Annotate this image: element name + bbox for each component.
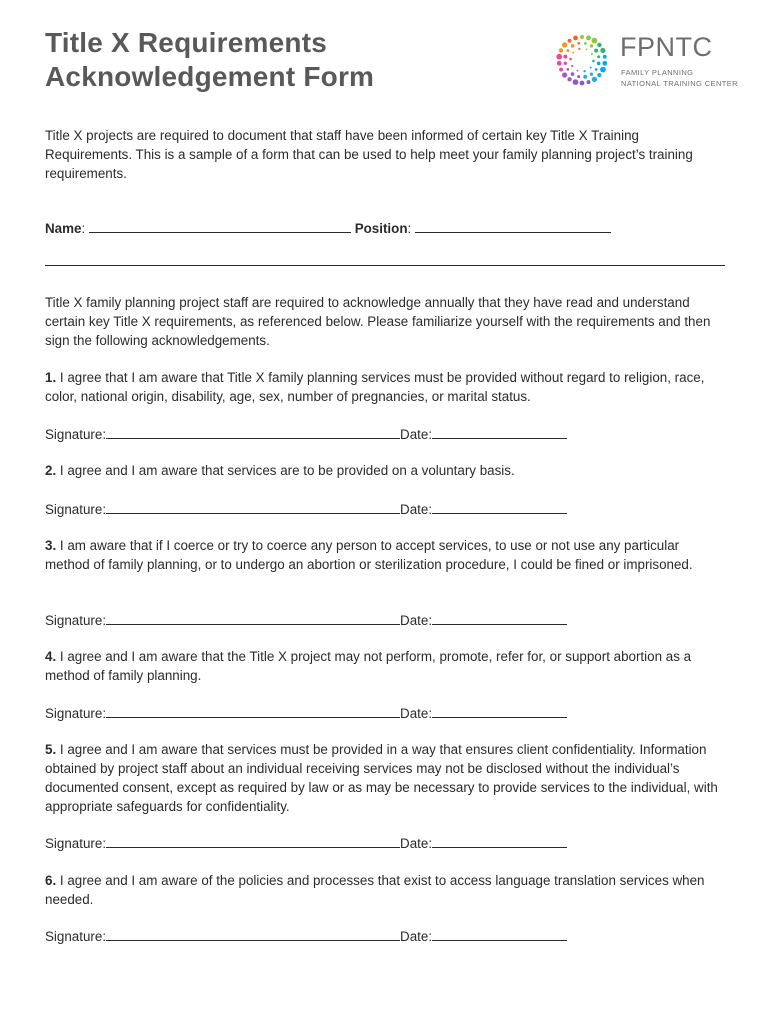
logo-dot (592, 77, 597, 82)
signature-row-3 (45, 610, 645, 630)
logo-dot (583, 70, 585, 72)
logo-dot (556, 54, 562, 60)
logo-dot (559, 48, 563, 52)
date-field[interactable] (432, 424, 567, 439)
logo-dot (592, 60, 595, 63)
logo-dot (577, 75, 580, 78)
logo-subtitle-line-2: NATIONAL TRAINING CENTER (621, 79, 738, 88)
logo-dot (590, 44, 593, 47)
date-field[interactable] (432, 926, 567, 941)
signature-label: Signature: (45, 929, 107, 944)
logo-dot (590, 67, 592, 69)
position-field[interactable] (415, 218, 611, 233)
logo-dot (592, 38, 598, 44)
date-label: Date: (400, 613, 433, 628)
logo-wordmark: FPNTC (620, 32, 713, 62)
logo-dot (572, 51, 574, 53)
date-field[interactable] (432, 499, 567, 514)
signature-field[interactable] (106, 499, 400, 514)
logo-dot (594, 49, 598, 53)
acknowledgement-3 (45, 536, 725, 574)
acknowledgement-1 (45, 368, 725, 406)
logo-dot (571, 65, 573, 67)
signature-field[interactable] (106, 833, 400, 848)
logo-dot (597, 62, 601, 66)
ack-number: 5. (45, 742, 57, 757)
logo-dot (577, 42, 580, 45)
acknowledgement-6 (45, 871, 725, 909)
logo-dot (587, 80, 591, 84)
ack-number: 1. (45, 370, 57, 385)
fpntc-logo (554, 30, 754, 90)
ack-number: 6. (45, 873, 57, 888)
date-label: Date: (400, 502, 433, 517)
logo-dot (597, 43, 601, 47)
ack-text: I agree that I am aware that Title X family planning services must be provided without regard to religion, race, color, national origin, disability, age, sex, number of pregnancies, or marital status. (45, 370, 705, 404)
ack-text: I am aware that if I coerce or try to coerce any person to accept services, to use or not use any particular method of family planning, or to undergo an abortion or sterilization procedure, I could be fined or imprisoned. (45, 538, 693, 572)
logo-dot (591, 53, 593, 55)
form-title (45, 26, 374, 94)
ack-number: 2. (45, 463, 57, 478)
logo-dot (597, 73, 601, 77)
logo-dot (564, 62, 567, 65)
logo-subtitle (621, 67, 738, 89)
instructions-paragraph: Title X family planning project staff are required to acknowledge annually that they have read and understand certain key Title X requirements, as referenced below. Please familiarize yourself with the requirements and then sign the following acknowledgements. (45, 295, 711, 348)
ack-text: I agree and I am aware that the Title X project may not perform, promote, refer for, or support abortion as a method of family planning. (45, 649, 692, 683)
acknowledgement-2 (45, 461, 725, 480)
signature-row-5 (45, 833, 645, 853)
logo-dot (571, 72, 575, 76)
logo-dot (577, 70, 579, 72)
logo-dot-ring-icon (554, 30, 614, 90)
logo-dot (595, 68, 598, 71)
ack-number: 3. (45, 538, 57, 553)
logo-dot (563, 55, 567, 59)
ack-text: I agree and I am aware that services must be provided in a way that ensures client confidentiality. Information obtained by project staff about an individual receiving services may not be disclosed without the individual’s documented consent, except as required by law or as may be necessary to provide services to the individual, with appropriate safeguards for confidentiality. (45, 742, 718, 814)
logo-dot (571, 44, 575, 48)
logo-dot (597, 55, 600, 58)
signature-field[interactable] (106, 926, 400, 941)
logo-dot (603, 55, 607, 59)
logo-dot (573, 79, 579, 85)
acknowledgement-4 (45, 647, 725, 685)
name-colon: : (81, 221, 86, 236)
ack-number: 4. (45, 649, 57, 664)
logo-dot (583, 75, 587, 79)
signature-row-4 (45, 703, 645, 723)
logo-dot (580, 35, 584, 39)
name-position-row (45, 218, 735, 238)
logo-dot (566, 49, 569, 52)
logo-dot (567, 77, 571, 81)
date-field[interactable] (432, 833, 567, 848)
logo-dot (578, 48, 580, 50)
signature-label: Signature: (45, 502, 107, 517)
ack-text: I agree and I am aware that services are to be provided on a voluntary basis. (56, 463, 515, 478)
ack-text: I agree and I am aware of the policies and processes that exist to access language translation services when needed. (45, 873, 705, 907)
signature-label: Signature: (45, 427, 107, 442)
signature-row-6 (45, 926, 645, 946)
date-field[interactable] (432, 703, 567, 718)
logo-dot (580, 81, 585, 86)
logo-dot (568, 39, 572, 43)
title-line-2: Acknowledgement Form (45, 61, 375, 92)
logo-dot (600, 48, 605, 53)
logo-dot (573, 36, 578, 41)
logo-dot (562, 42, 567, 47)
position-colon: : (407, 221, 412, 236)
signature-field[interactable] (106, 610, 400, 625)
logo-dot (600, 67, 606, 73)
logo-dot (586, 36, 591, 41)
logo-dot (590, 73, 593, 76)
signature-field[interactable] (106, 703, 400, 718)
logo-dot (566, 68, 569, 71)
section-divider (45, 265, 725, 266)
name-label: Name (45, 221, 82, 236)
acknowledgement-5 (45, 740, 725, 816)
logo-dot (559, 68, 563, 72)
logo-subtitle-line-1: FAMILY PLANNING (621, 68, 694, 77)
logo-dot (586, 49, 588, 51)
logo-dot (562, 72, 567, 77)
signature-label: Signature: (45, 706, 107, 721)
signature-label: Signature: (45, 836, 107, 851)
signature-field[interactable] (106, 424, 400, 439)
date-label: Date: (400, 706, 433, 721)
name-field[interactable] (89, 218, 351, 233)
date-label: Date: (400, 929, 433, 944)
signature-label: Signature: (45, 613, 107, 628)
position-label: Position (354, 221, 408, 236)
logo-dot (584, 42, 587, 45)
signature-row-2 (45, 499, 645, 519)
logo-dot (557, 61, 562, 66)
signature-row-1 (45, 424, 645, 444)
logo-dot (602, 61, 607, 66)
date-label: Date: (400, 427, 433, 442)
logo-dot (569, 58, 572, 61)
intro-paragraph: Title X projects are required to document that staff have been informed of certain key Title X Training Requirements. This is a sample of a form that can be used to help meet your family planning project’s training requirements. (45, 128, 693, 181)
date-label: Date: (400, 836, 433, 851)
date-field[interactable] (432, 610, 567, 625)
title-line-1: Title X Requirements (45, 27, 328, 58)
